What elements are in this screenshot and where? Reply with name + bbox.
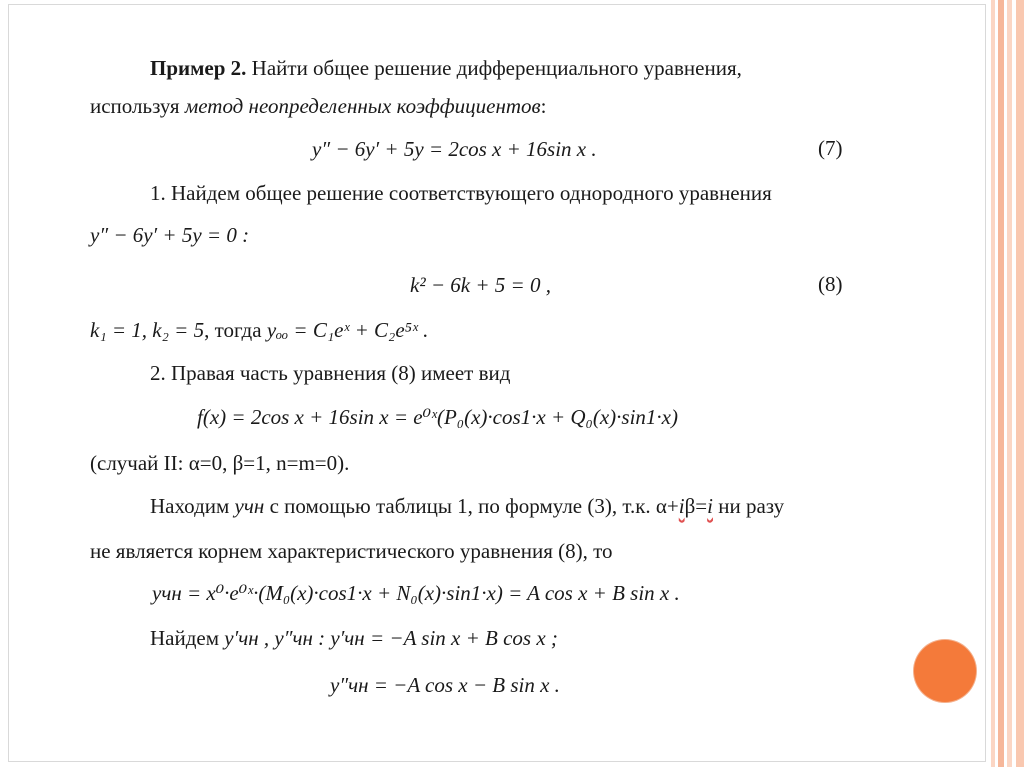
method-colon: : [540, 94, 547, 118]
y-particular-symbol: yчн [234, 494, 265, 518]
imaginary-unit-1: i [678, 494, 685, 518]
roots-then: , тогда [204, 318, 267, 342]
particular-solution-formula: yчн = x⁰·e⁰ˣ·(M₀(x)·cos1·x + N₀(x)·sin1·x) = A cos x + B sin x . [152, 581, 680, 605]
homogeneous-equation: y″ − 6y′ + 5y = 0 : [90, 223, 250, 247]
decorative-stripes [988, 0, 1024, 767]
step-1-text: 1. Найдем общее решение соответствующего однородного уравнения [150, 181, 772, 205]
roots-values: k₁ = 1, k₂ = 5 [90, 318, 205, 342]
imaginary-unit-2: i [707, 494, 713, 518]
derivatives-line [150, 625, 558, 651]
step-2-text: 2. Правая часть уравнения (8) имеет вид [150, 361, 511, 385]
equation-7: y″ − 6y′ + 5y = 2cos x + 16sin x . [312, 137, 597, 161]
decorative-orange-circle [914, 640, 976, 702]
first-derivative-formula: y′чн , y″чн : y′чн = −A sin x + B cos x ; [224, 626, 558, 650]
case-text: (случай II: α=0, β=1, n=m=0). [90, 451, 350, 475]
example-heading [150, 55, 742, 81]
find-derivatives-word: Найдем [150, 626, 225, 650]
method-italic: метод неопределенных коэффициентов [184, 94, 541, 118]
find-reference-text: с помощью таблицы 1, по формуле (3), т.к. α+ [264, 494, 679, 518]
right-side-formula: f(x) = 2cos x + 16sin x = e⁰ˣ(P₀(x)·cos1·x + Q₀(x)·sin1·x) [197, 405, 678, 429]
roots-line [90, 317, 428, 343]
method-line [90, 93, 547, 119]
equation-7-number: (7) [818, 136, 843, 160]
general-solution-homogeneous: yₒₒ = C₁eˣ + C₂e⁵ˣ . [266, 318, 429, 342]
heading-text: Найти общее решение дифференциального уравнения, [251, 56, 742, 80]
never-word: ни разу [712, 494, 785, 518]
find-particular-line [150, 493, 784, 519]
method-plain: используя [90, 94, 185, 118]
second-derivative-formula: y″чн = −A cos x − B sin x . [330, 673, 560, 697]
heading-bold: Пример 2. [150, 56, 247, 80]
not-root-text: не является корнем характеристического уравнения (8), то [90, 539, 613, 563]
equation-8-number: (8) [818, 272, 843, 296]
find-word: Находим [150, 494, 235, 518]
equation-8: k² − 6k + 5 = 0 , [410, 273, 551, 297]
beta-equals: β= [684, 494, 708, 518]
